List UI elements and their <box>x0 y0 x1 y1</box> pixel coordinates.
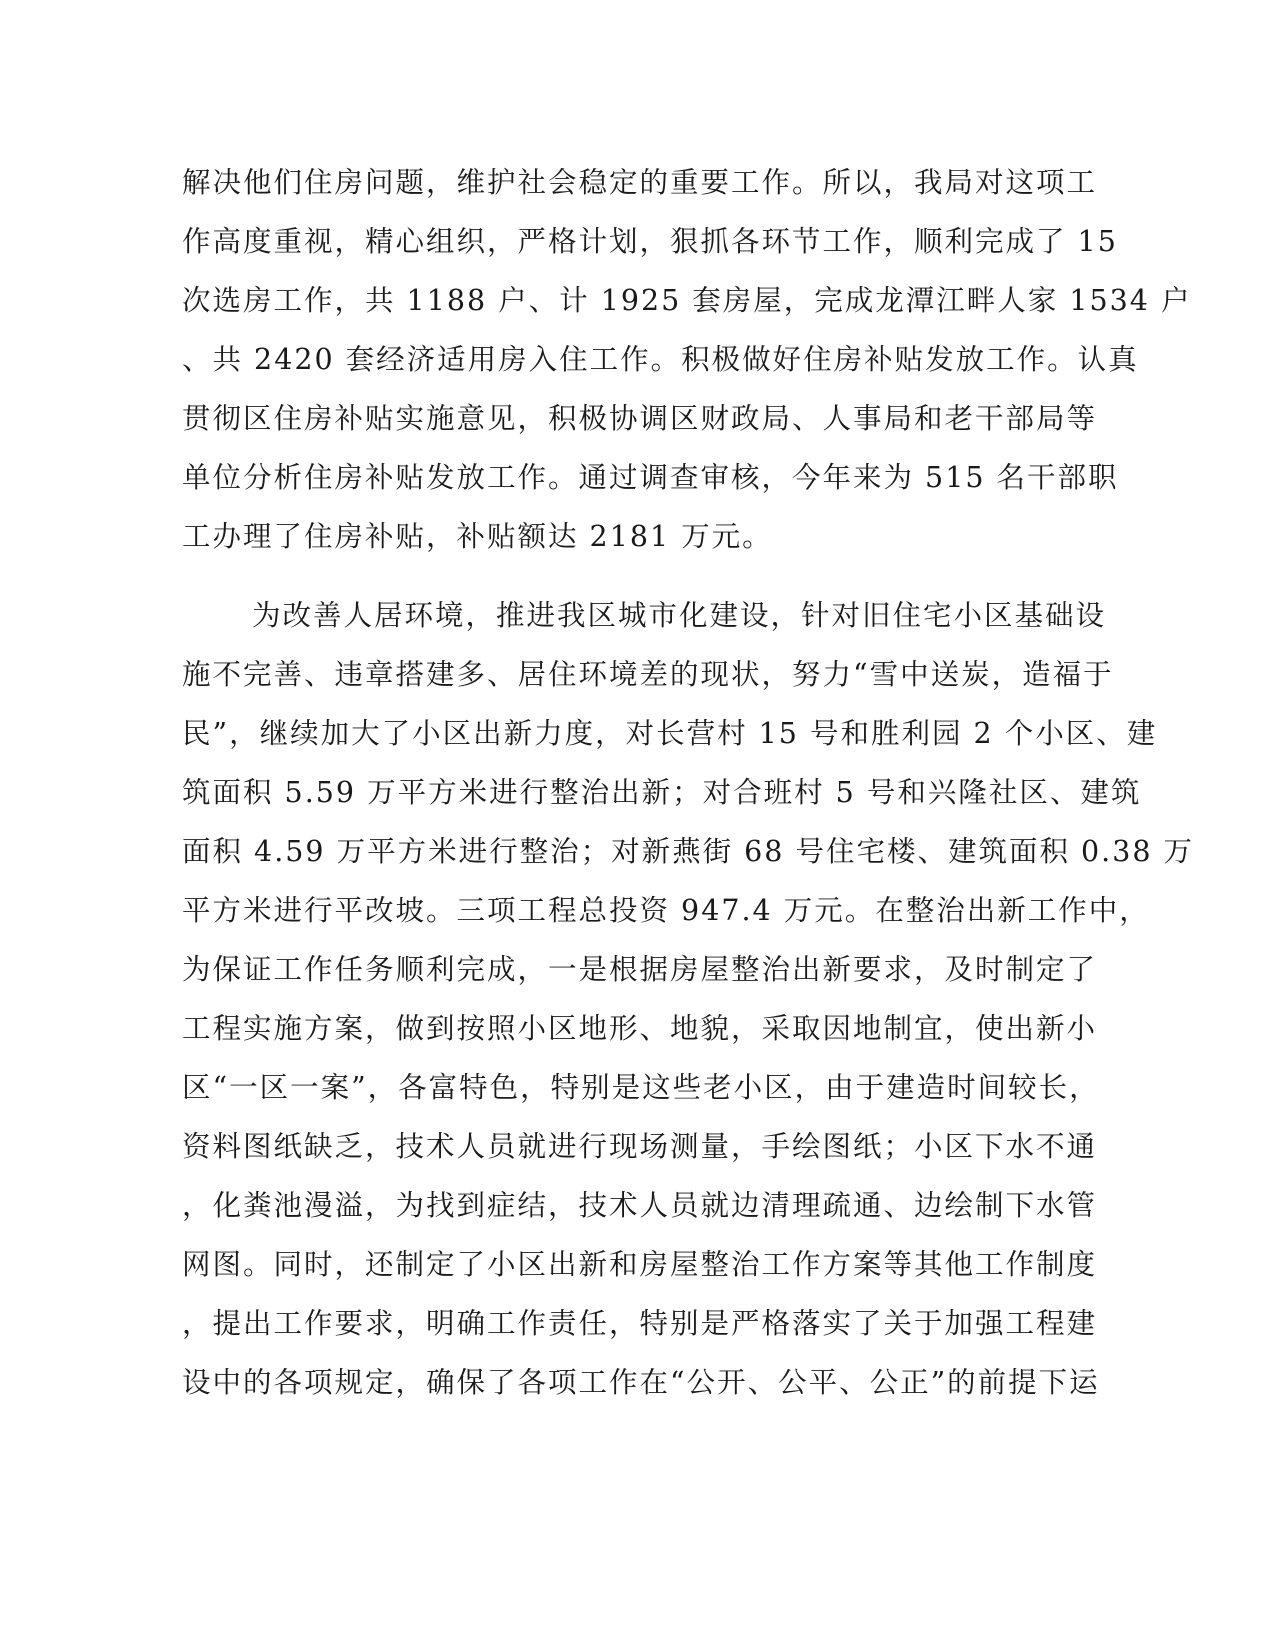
text-line: 平方米进行平改坡。三项工程总投资 947.4 万元。在整治出新工作中， <box>182 894 1150 927</box>
text-line: 次选房工作，共 1188 户、计 1925 套房屋，完成龙潭江畔人家 1534 户 <box>182 284 1192 317</box>
text-line: 区“一区一案”，各富特色，特别是这些老小区，由于建造时间较长， <box>182 1071 1100 1104</box>
text-line: 筑面积 5.59 万平方米进行整治出新；对合班村 5 号和兴隆社区、建筑 <box>182 776 1142 809</box>
text-line: 为改善人居环境，推进我区城市化建设，针对旧住宅小区基础设 <box>252 599 1107 632</box>
text-line: 施不完善、违章搭建多、居住环境差的现状，努力“雪中送炭，造福于 <box>182 658 1114 691</box>
text-line: ，化粪池漫溢，为找到症结，技术人员就边清理疏通、边绘制下水管 <box>182 1189 1098 1222</box>
text-line: 作高度重视，精心组织，严格计划，狠抓各环节工作，顺利完成了 15 <box>182 225 1118 258</box>
text-line: ，提出工作要求，明确工作责任，特别是严格落实了关于加强工程建 <box>182 1307 1098 1340</box>
text-line: 工办理了住房补贴，补贴额达 2181 万元。 <box>182 520 773 553</box>
text-line: 单位分析住房补贴发放工作。通过调查审核，今年来为 515 名干部职 <box>182 461 1119 494</box>
text-line: 、共 2420 套经济适用房入住工作。积极做好住房补贴发放工作。认真 <box>182 343 1139 376</box>
text-line: 民”，继续加大了小区出新力度，对长营村 15 号和胜利园 2 个小区、建 <box>182 717 1158 750</box>
text-line: 解决他们住房问题，维护社会稳定的重要工作。所以，我局对这项工 <box>182 166 1098 199</box>
paragraph-gap <box>182 573 1062 593</box>
text-line: 面积 4.59 万平方米进行整治；对新燕街 68 号住宅楼、建筑面积 0.38 万 <box>182 835 1195 868</box>
paragraph-housing-allocation <box>182 160 1192 573</box>
text-line: 设中的各项规定，确保了各项工作在“公开、公平、公正”的前提下运 <box>182 1366 1100 1399</box>
text-line: 为保证工作任务顺利完成，一是根据房屋整治出新要求，及时制定了 <box>182 953 1098 986</box>
document-body <box>182 160 1195 1419</box>
text-line: 工程实施方案，做到按照小区地形、地貌，采取因地制宜，使出新小 <box>182 1012 1098 1045</box>
text-line: 资料图纸缺乏，技术人员就进行现场测量，手绘图纸；小区下水不通 <box>182 1130 1098 1163</box>
text-line: 网图。同时，还制定了小区出新和房屋整治工作方案等其他工作制度 <box>182 1248 1098 1281</box>
paragraph-community-renovation <box>182 593 1195 1419</box>
text-line: 贯彻区住房补贴实施意见，积极协调区财政局、人事局和老干部局等 <box>182 402 1098 435</box>
